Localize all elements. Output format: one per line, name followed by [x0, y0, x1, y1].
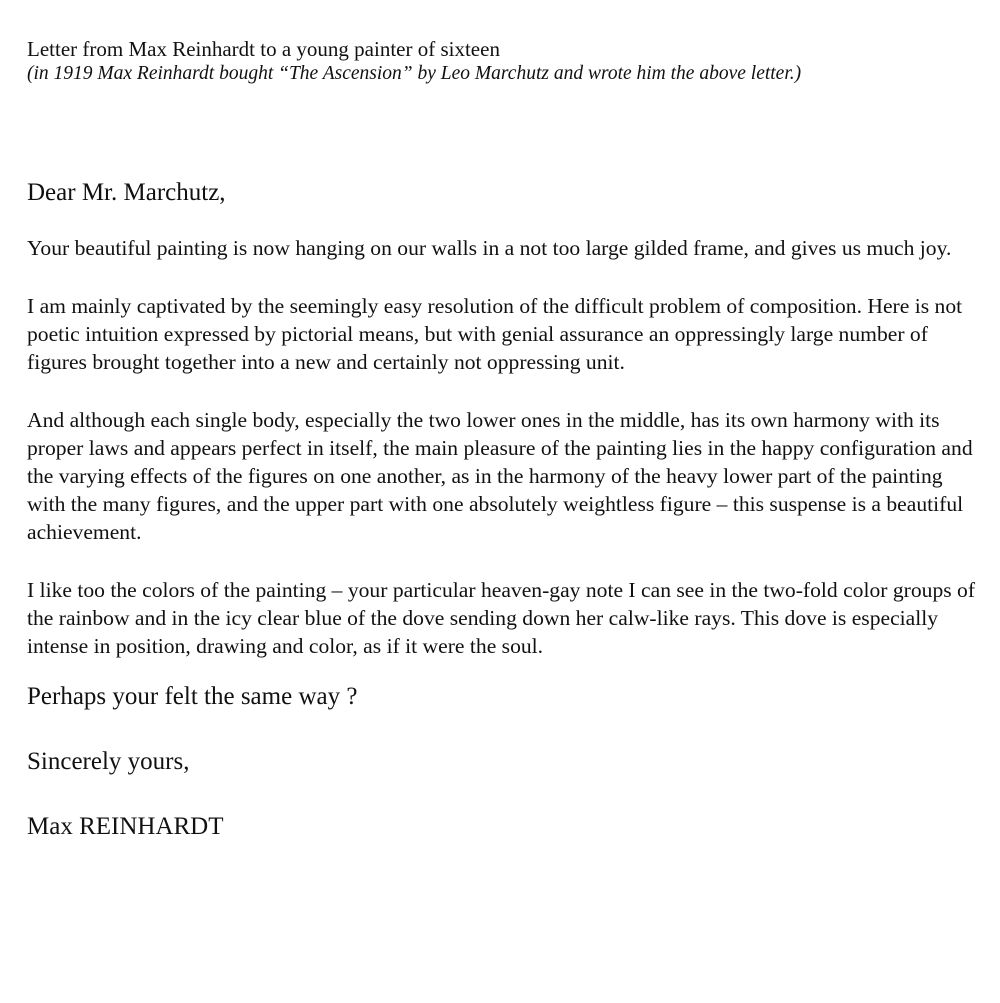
letter-closing: Sincerely yours, [27, 748, 190, 775]
letter-signature: Max REINHARDT [27, 813, 224, 840]
letter-paragraph-1: Your beautiful painting is now hanging on our walls in a not too large gilded frame, and gives us much joy. [27, 236, 952, 260]
letter-salutation: Dear Mr. Marchutz, [27, 179, 226, 206]
document-subtitle: (in 1919 Max Reinhardt bought “The Ascension” by Leo Marchutz and wrote him the above letter.) [27, 63, 802, 84]
letter-paragraph-2: I am mainly captivated by the seemingly easy resolution of the difficult problem of composition. Here is not poetic intuition expressed by pictorial means, but with genial assurance an oppressingly large number of figures brought together into a new and certainly not oppressing unit. [27, 294, 963, 374]
document-title: Letter from Max Reinhardt to a young painter of sixteen [27, 37, 500, 61]
letter-closing-question: Perhaps your felt the same way ? [27, 683, 358, 710]
letter-paragraph-4: I like too the colors of the painting – your particular heaven-gay note I can see in the two-fold color groups of the rainbow and in the icy clear blue of the dove sending down her calw-like rays. This dove is especially intense in position, drawing and color, as if it were the soul. [27, 578, 976, 658]
letter-document [27, 36, 977, 842]
letter-paragraph-3: And although each single body, especially the two lower ones in the middle, has its own harmony with its proper laws and appears perfect in itself, the main pleasure of the painting lies in the happy configuration and the varying effects of the figures on one another, as in the harmony of the heavy lower part of the painting with the many figures, and the upper part with one absolutely weightless figure – this suspense is a beautiful achievement. [27, 408, 973, 544]
